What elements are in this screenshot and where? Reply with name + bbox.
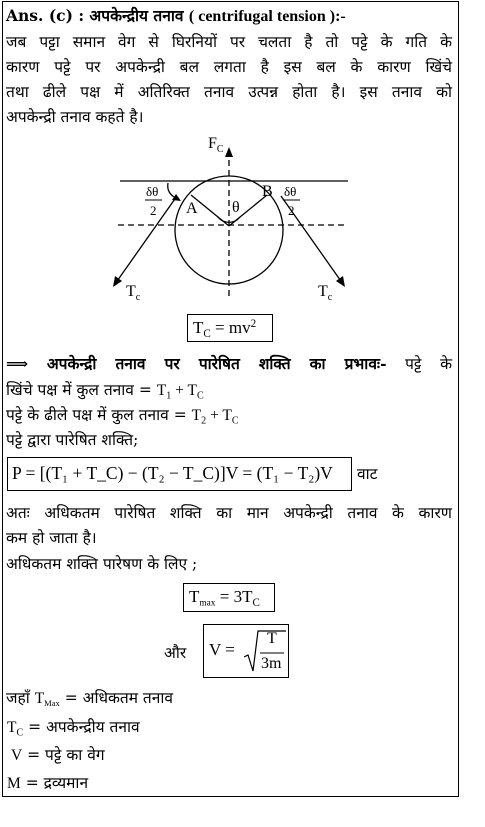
tmax-formula (183, 583, 275, 612)
def-sub: C (16, 727, 24, 739)
half-angle-left-num: δθ (146, 184, 159, 199)
where-t-sub: Max (44, 697, 60, 708)
centrifugal-tension-diagram (0, 0, 485, 320)
tension-line-left (115, 196, 177, 284)
tight-side-c-sub: C (196, 390, 204, 402)
where-line (6, 686, 173, 708)
tight-side-line (6, 378, 204, 402)
effect-title: अपकेन्द्री तनाव पर पारेषित शक्ति का प्रभावः- (46, 354, 387, 373)
half-angle-right-den: 2 (288, 203, 295, 218)
tension-label-left: $T_c$ (126, 283, 141, 303)
where-word: जहाँ (6, 689, 30, 707)
formula-tc-sup: 2 (250, 318, 257, 330)
tmax-rhs-sub: C (252, 596, 260, 609)
result-line: कम हो जाता है। (6, 529, 97, 547)
where-rest: = अधिकतम तनाव (59, 689, 174, 707)
definition-row (11, 743, 105, 765)
heading-prefix: Ans. (c) : अपकेन्द्रीय तनाव (6, 6, 184, 25)
fc-arrowhead (225, 147, 233, 157)
tight-side-t: T (156, 382, 167, 399)
implies-arrow: ⟹ (6, 354, 29, 373)
tight-side-text: खिंचे पक्ष में कुल तनाव = (6, 381, 157, 399)
formula-tc-symbol: T (193, 318, 204, 338)
half-angle-left-den: 2 (150, 203, 157, 218)
effect-tail: पट्टे के (405, 355, 452, 373)
half-angle-right-num: δθ (284, 184, 297, 199)
tmax-sub: max (199, 598, 216, 609)
result-line: अतः अधिकतम पारेषित शक्ति का मान अपकेन्द्री तनाव के कारण (6, 504, 452, 522)
def-symbol: V (11, 747, 23, 764)
tmax-rhs: = 3T (215, 587, 253, 606)
tight-side-plus: + T (171, 382, 197, 399)
definition-row (7, 715, 140, 739)
force-label: $F_C$ (208, 135, 224, 155)
def-text: = द्रव्यमान (20, 774, 89, 792)
slack-side-t: T (191, 407, 202, 424)
tension-arrowhead-right (336, 276, 345, 287)
tmax-symbol: T (189, 587, 200, 606)
intro-line: कारण पट्टे पर अपकेन्द्री बल लगता है इस बल के कारण खिंचे (6, 58, 452, 76)
velocity-denominator: 3m (261, 655, 282, 672)
slack-side-text: पट्टे के ढीले पक्ष में कुल तनाव = (6, 406, 192, 424)
tight-side-t-sub: 1 (166, 390, 172, 402)
def-symbol: T (7, 719, 17, 736)
heading-english: ( centrifugal tension ):- (188, 8, 346, 25)
tension-arrowhead-left (113, 276, 122, 287)
and-word: और (164, 644, 187, 662)
power-line: पट्टे द्वारा पारेषित शक्ति; (6, 431, 139, 449)
velocity-numerator: T (267, 630, 277, 647)
def-text: = पट्टे का वेग (22, 746, 105, 764)
slack-side-plus: + T (206, 407, 232, 424)
formula-tc-sub: C (203, 327, 211, 340)
slack-side-line (6, 403, 239, 427)
formula-tc-rhs: = mv (210, 318, 251, 338)
definition-row (7, 771, 88, 793)
point-a-label: A (186, 200, 198, 217)
tension-label-right: $T_c$ (318, 283, 333, 303)
max-power-line: अधिकतम शक्ति पारेषण के लिए ; (6, 555, 198, 573)
theta-label: θ (232, 199, 240, 216)
slack-side-t-sub: 2 (201, 415, 207, 427)
velocity-formula (203, 624, 289, 678)
def-symbol: M (7, 775, 21, 792)
point-b-label: B (262, 183, 273, 200)
power-unit: वाट (357, 465, 378, 483)
slack-side-c-sub: C (231, 415, 239, 427)
half-angle-arrowhead (172, 194, 181, 201)
centrifugal-tension-formula (187, 314, 273, 342)
intro-line: अपकेन्द्री तनाव कहते है। (6, 108, 144, 126)
where-t: T (34, 690, 45, 707)
effect-heading (6, 352, 452, 374)
intro-line: जब पट्टा समान वेग से घिरनियों पर चलता है तो पट्टे के गति के (6, 33, 452, 51)
intro-line: तथा ढीले पक्ष में अतिरिक्त तनाव उत्पन्न होता है। इस तनाव को (6, 83, 452, 101)
def-text: = अपकेन्द्रीय तनाव (23, 718, 140, 736)
velocity-lhs: V = (209, 640, 235, 659)
power-formula: P = [(T₁ + T_C) − (T₂ − T_C)]V = (T₁ − T₂)V (7, 457, 352, 491)
